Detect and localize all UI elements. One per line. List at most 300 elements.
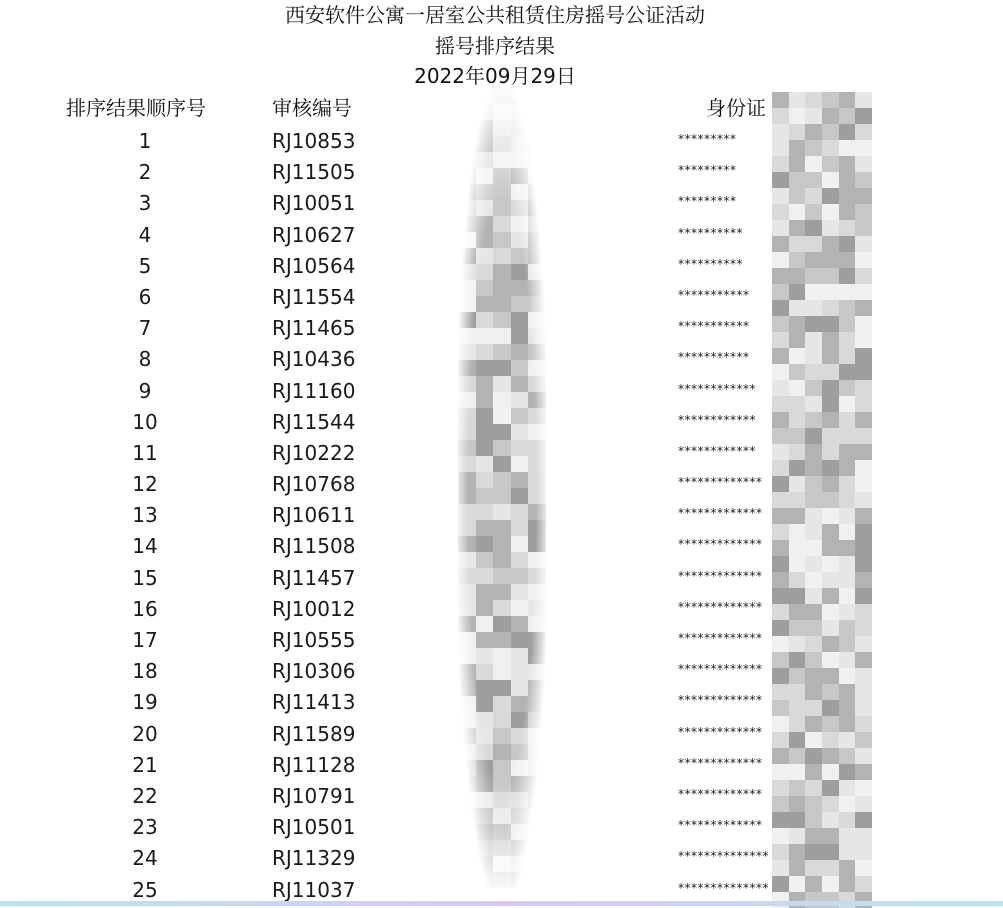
row-id-masked: ************ [678, 381, 756, 396]
redaction-pixel [772, 92, 789, 108]
redaction-pixel [822, 380, 839, 396]
redaction-pixel [458, 440, 476, 456]
redaction-pixel [476, 600, 494, 616]
redaction-pixel [789, 860, 806, 876]
redaction-pixel [805, 860, 822, 876]
redaction-pixel [772, 700, 789, 716]
redaction-pixel [458, 104, 476, 120]
redaction-pixel [528, 808, 546, 824]
redaction-pixel [458, 344, 476, 360]
redaction-pixel [839, 364, 856, 380]
redaction-pixel [839, 460, 856, 476]
redaction-pixel [528, 584, 546, 600]
redaction-pixel [511, 856, 529, 872]
redaction-pixel [772, 684, 789, 700]
redaction-pixel [528, 312, 546, 328]
row-code: RJ10555 [272, 628, 356, 652]
redaction-pixel [528, 664, 546, 680]
row-seq: 22 [132, 783, 158, 808]
redaction-pixel [493, 712, 511, 728]
redaction-pixel [458, 664, 476, 680]
redaction-pixel [493, 344, 511, 360]
redaction-pixel [822, 124, 839, 140]
redaction-pixel [528, 744, 546, 760]
redaction-pixel [511, 472, 529, 488]
redaction-pixel [789, 668, 806, 684]
redaction-pixel [789, 716, 806, 732]
redaction-pixel [511, 440, 529, 456]
redaction-pixel [772, 828, 789, 844]
redaction-pixel [458, 248, 476, 264]
row-id-masked: ************* [678, 818, 763, 833]
redaction-pixel [789, 236, 806, 252]
row-seq: 11 [132, 440, 158, 465]
row-seq: 17 [132, 628, 158, 652]
redaction-pixel [789, 252, 806, 268]
redaction-pixel [805, 396, 822, 412]
redaction-pixel [789, 780, 806, 796]
redaction-pixel [805, 188, 822, 204]
redaction-pixel [476, 104, 494, 120]
redaction-pixel [511, 232, 529, 248]
redaction-pixel [822, 172, 839, 188]
redaction-pixel [458, 152, 476, 168]
redaction-pixel [822, 796, 839, 812]
redaction-pixel [772, 476, 789, 492]
redaction-pixel [458, 376, 476, 392]
redaction-pixel [789, 636, 806, 652]
redaction-pixel [772, 540, 789, 556]
redaction-pixel [772, 444, 789, 460]
redaction-pixel [476, 344, 494, 360]
redaction-pixel [805, 156, 822, 172]
redaction-pixel [528, 488, 546, 504]
redaction-pixel [511, 248, 529, 264]
redaction-pixel [493, 88, 511, 104]
redaction-pixel [493, 184, 511, 200]
redaction-pixel [772, 796, 789, 812]
row-seq: 5 [138, 253, 152, 278]
redaction-pixel [789, 572, 806, 588]
column-header-seq: 排序结果顺序号 [66, 96, 206, 120]
redaction-pixel [839, 556, 856, 572]
redaction-pixel [772, 812, 789, 828]
redaction-pixel [458, 88, 476, 104]
redaction-pixel [511, 872, 529, 888]
redaction-pixel [855, 652, 872, 668]
row-seq: 15 [132, 565, 158, 590]
redaction-pixel [839, 476, 856, 492]
redaction-pixel [458, 296, 476, 312]
redaction-pixel [772, 652, 789, 668]
row-code: RJ10051 [272, 191, 356, 216]
redaction-pixel [772, 124, 789, 140]
redaction-pixel [822, 748, 839, 764]
redaction-pixel [855, 348, 872, 364]
redaction-pixel [528, 840, 546, 856]
row-id-masked: ************* [678, 568, 763, 583]
redaction-pixel [528, 696, 546, 712]
redaction-pixel [855, 380, 872, 396]
redaction-pixel [511, 632, 529, 648]
redaction-pixel [805, 572, 822, 588]
redaction-pixel [493, 392, 511, 408]
redaction-pixel [458, 632, 476, 648]
redaction-pixel [476, 520, 494, 536]
row-code: RJ10768 [272, 472, 356, 497]
redaction-pixel [476, 536, 494, 552]
redaction-pixel [528, 856, 546, 872]
redaction-pixel [805, 108, 822, 124]
redaction-pixel [458, 392, 476, 408]
redaction-pixel [855, 492, 872, 508]
redaction-pixel [805, 876, 822, 892]
redaction-pixel [511, 664, 529, 680]
redaction-pixel [855, 540, 872, 556]
redaction-pixel [528, 88, 546, 104]
redaction-pixel [458, 680, 476, 696]
redaction-pixel [458, 712, 476, 728]
redaction-pixel [855, 796, 872, 812]
redaction-pixel [458, 696, 476, 712]
redaction-pixel [855, 188, 872, 204]
redaction-pixel [493, 792, 511, 808]
redaction-pixel [476, 648, 494, 664]
document-title: 西安软件公寓一居室公共租赁住房摇号公证活动 [285, 3, 705, 27]
redaction-pixel [511, 312, 529, 328]
redaction-pixel [789, 188, 806, 204]
redaction-pixel [528, 536, 546, 552]
redaction-pixel [476, 808, 494, 824]
redaction-pixel [822, 316, 839, 332]
row-seq: 2 [138, 160, 152, 185]
redaction-pixel [458, 488, 476, 504]
redaction-pixel [511, 376, 529, 392]
redaction-pixel [493, 504, 511, 520]
row-code: RJ10611 [272, 503, 356, 528]
redaction-pixel [528, 424, 546, 440]
redaction-pixel [789, 396, 806, 412]
redaction-pixel [805, 716, 822, 732]
redaction-pixel [476, 408, 494, 424]
redaction-pixel [789, 556, 806, 572]
redaction-pixel [789, 364, 806, 380]
redaction-pixel [839, 156, 856, 172]
row-seq: 19 [132, 690, 158, 715]
redaction-pixel [822, 428, 839, 444]
redaction-pixel [789, 284, 806, 300]
redaction-pixel [805, 332, 822, 348]
redaction-pixel [839, 348, 856, 364]
redaction-pixel [772, 588, 789, 604]
redaction-pixel [789, 540, 806, 556]
redaction-pixel [855, 812, 872, 828]
redaction-pixel [476, 472, 494, 488]
redaction-pixel [839, 572, 856, 588]
redaction-pixel [493, 648, 511, 664]
redaction-pixel [805, 492, 822, 508]
redaction-pixel [476, 376, 494, 392]
redaction-pixel [511, 584, 529, 600]
redaction-pixel [839, 252, 856, 268]
redaction-pixel [493, 776, 511, 792]
redaction-pixel [458, 312, 476, 328]
redaction-pixel [822, 540, 839, 556]
redaction-pixel [839, 204, 856, 220]
redaction-pixel [855, 604, 872, 620]
redaction-pixel [511, 536, 529, 552]
redaction-pixel [528, 504, 546, 520]
redaction-pixel [822, 284, 839, 300]
redaction-pixel [528, 328, 546, 344]
redaction-pixel [789, 380, 806, 396]
redaction-pixel [458, 280, 476, 296]
redaction-pixel [511, 136, 529, 152]
redaction-pixel [805, 748, 822, 764]
redaction-pixel [493, 616, 511, 632]
redaction-pixel [805, 444, 822, 460]
redaction-pixel [528, 392, 546, 408]
redaction-pixel [822, 204, 839, 220]
redaction-pixel [476, 552, 494, 568]
redaction-pixel [772, 108, 789, 124]
redaction-pixel [476, 184, 494, 200]
row-seq: 10 [132, 409, 158, 434]
redaction-pixel [476, 712, 494, 728]
redaction-pixel [458, 600, 476, 616]
redaction-pixel [772, 348, 789, 364]
redaction-pixel [493, 376, 511, 392]
redaction-pixel [839, 124, 856, 140]
redaction-pixel [805, 124, 822, 140]
row-code: RJ11465 [272, 316, 356, 341]
row-seq: 1 [138, 129, 152, 153]
row-code: RJ10436 [272, 347, 356, 372]
redaction-pixel [789, 140, 806, 156]
redaction-pixel [493, 136, 511, 152]
redaction-pixel [458, 744, 476, 760]
redaction-pixel [493, 728, 511, 744]
redaction-pixel [822, 732, 839, 748]
redaction-pixel [822, 636, 839, 652]
redaction-pixel [789, 652, 806, 668]
redaction-pixel [839, 268, 856, 284]
redaction-pixel [805, 620, 822, 636]
redaction-pixel [805, 652, 822, 668]
redaction-pixel [855, 860, 872, 876]
redaction-pixel [772, 556, 789, 572]
redaction-pixel [805, 540, 822, 556]
redaction-pixel [458, 552, 476, 568]
row-id-masked: *********** [678, 350, 750, 365]
redaction-pixel [822, 828, 839, 844]
row-id-masked: ********* [678, 132, 737, 146]
redaction-pixel [822, 780, 839, 796]
redaction-pixel [493, 744, 511, 760]
redacted-id-column [772, 92, 872, 902]
redaction-pixel [855, 620, 872, 636]
redaction-pixel [789, 444, 806, 460]
redaction-pixel [511, 408, 529, 424]
redaction-pixel [822, 476, 839, 492]
redaction-pixel [511, 296, 529, 312]
redaction-pixel [805, 828, 822, 844]
redaction-pixel [822, 812, 839, 828]
redaction-pixel [511, 840, 529, 856]
redaction-pixel [855, 172, 872, 188]
row-code: RJ11457 [272, 565, 356, 590]
row-id-masked: ********** [678, 256, 743, 271]
redaction-pixel [772, 508, 789, 524]
redaction-pixel [458, 808, 476, 824]
redaction-pixel [772, 428, 789, 444]
redaction-pixel [855, 92, 872, 108]
redaction-pixel [855, 844, 872, 860]
redaction-pixel [528, 136, 546, 152]
redaction-pixel [822, 140, 839, 156]
redaction-pixel [855, 668, 872, 684]
redaction-pixel [458, 328, 476, 344]
redaction-pixel [839, 860, 856, 876]
redaction-pixel [511, 744, 529, 760]
redaction-pixel [493, 152, 511, 168]
redaction-pixel [789, 428, 806, 444]
row-id-masked: ************ [678, 443, 756, 458]
redaction-pixel [528, 520, 546, 536]
redaction-pixel [789, 588, 806, 604]
redaction-pixel [493, 264, 511, 280]
redaction-pixel [789, 796, 806, 812]
column-header-code: 审核编号 [272, 96, 352, 120]
redaction-pixel [789, 204, 806, 220]
redaction-pixel [822, 572, 839, 588]
redaction-pixel [511, 328, 529, 344]
redaction-pixel [855, 220, 872, 236]
redaction-pixel [822, 700, 839, 716]
redaction-pixel [789, 812, 806, 828]
row-seq: 12 [132, 472, 158, 497]
redaction-pixel [805, 284, 822, 300]
redaction-pixel [855, 124, 872, 140]
redaction-pixel [805, 92, 822, 108]
redaction-pixel [822, 620, 839, 636]
redaction-pixel [789, 732, 806, 748]
redaction-pixel [839, 508, 856, 524]
row-seq: 14 [132, 534, 158, 559]
redaction-pixel [476, 840, 494, 856]
redaction-pixel [805, 204, 822, 220]
row-id-masked: ************* [678, 599, 763, 614]
redaction-pixel [476, 88, 494, 104]
redaction-pixel [855, 316, 872, 332]
redaction-pixel [476, 152, 494, 168]
redaction-pixel [493, 680, 511, 696]
redaction-pixel [493, 488, 511, 504]
redaction-pixel [789, 604, 806, 620]
redaction-pixel [528, 632, 546, 648]
redaction-pixel [822, 508, 839, 524]
redaction-pixel [822, 188, 839, 204]
row-id-masked: ************* [678, 662, 763, 677]
redaction-pixel [458, 728, 476, 744]
redaction-pixel [476, 504, 494, 520]
row-id-masked: *********** [678, 319, 750, 334]
row-id-masked: ********* [678, 163, 737, 178]
redaction-pixel [772, 524, 789, 540]
redaction-pixel [789, 764, 806, 780]
row-code: RJ10853 [272, 129, 356, 153]
document-date: 2022年09月29日 [414, 64, 576, 88]
row-seq: 21 [132, 752, 158, 777]
redaction-pixel [476, 568, 494, 584]
redaction-pixel [855, 572, 872, 588]
redaction-pixel [493, 872, 511, 888]
redaction-pixel [839, 140, 856, 156]
redaction-pixel [805, 636, 822, 652]
redacted-name-column [458, 88, 546, 894]
redaction-pixel [855, 364, 872, 380]
redaction-pixel [805, 460, 822, 476]
redaction-pixel [772, 252, 789, 268]
redaction-pixel [855, 716, 872, 732]
redaction-pixel [822, 492, 839, 508]
redaction-pixel [772, 172, 789, 188]
redaction-pixel [822, 108, 839, 124]
redaction-pixel [493, 568, 511, 584]
redaction-pixel [822, 876, 839, 892]
redaction-pixel [476, 744, 494, 760]
redaction-pixel [822, 220, 839, 236]
redaction-pixel [528, 168, 546, 184]
redaction-pixel [528, 600, 546, 616]
redaction-pixel [528, 296, 546, 312]
redaction-pixel [458, 584, 476, 600]
redaction-pixel [805, 412, 822, 428]
row-code: RJ11544 [272, 409, 356, 434]
redaction-pixel [458, 536, 476, 552]
redaction-pixel [528, 872, 546, 888]
redaction-pixel [805, 140, 822, 156]
redaction-pixel [805, 476, 822, 492]
redaction-pixel [528, 680, 546, 696]
document-subtitle: 摇号排序结果 [435, 34, 555, 58]
redaction-pixel [839, 300, 856, 316]
redaction-pixel [528, 280, 546, 296]
redaction-pixel [476, 120, 494, 136]
redaction-pixel [458, 824, 476, 840]
redaction-pixel [822, 860, 839, 876]
redaction-pixel [511, 568, 529, 584]
redaction-pixel [511, 168, 529, 184]
redaction-pixel [458, 200, 476, 216]
redaction-pixel [528, 232, 546, 248]
redaction-pixel [839, 540, 856, 556]
redaction-pixel [805, 268, 822, 284]
redaction-pixel [493, 312, 511, 328]
redaction-pixel [511, 616, 529, 632]
redaction-pixel [528, 472, 546, 488]
redaction-pixel [493, 360, 511, 376]
redaction-pixel [476, 216, 494, 232]
redaction-pixel [822, 844, 839, 860]
redaction-pixel [822, 396, 839, 412]
redaction-pixel [528, 552, 546, 568]
redaction-pixel [822, 684, 839, 700]
redaction-pixel [789, 316, 806, 332]
row-id-masked: ************* [678, 724, 763, 739]
redaction-pixel [493, 856, 511, 872]
redaction-pixel [511, 280, 529, 296]
